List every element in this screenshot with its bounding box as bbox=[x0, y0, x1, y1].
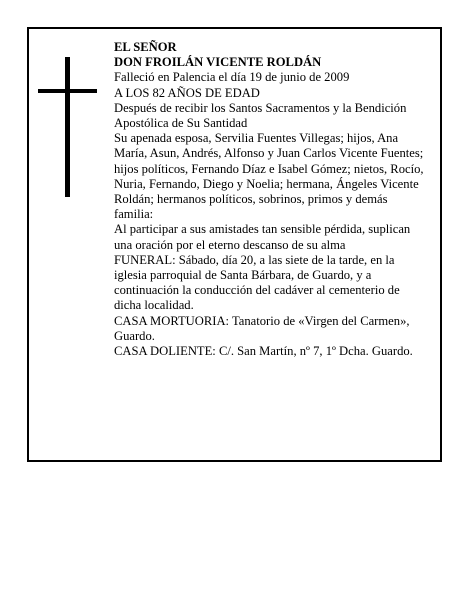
age-line: A LOS 82 AÑOS DE EDAD bbox=[114, 85, 260, 100]
cross-horizontal-bar bbox=[38, 89, 97, 93]
death-line: Falleció en Palencia el día 19 de junio de 2009 bbox=[114, 70, 350, 85]
obituary-text bbox=[114, 40, 424, 359]
family-paragraph: Su apenada esposa, Servilia Fuentes Villegas; hijos, Ana María, Asun, Andrés, Alfonso y Juan Carlos Vicente Fuentes; hijos políticos, Fernando Díaz e Isabel Gómez; nietos, Rocío, Nuria, Fernando, Diego y Noelia; hermana, Ángeles Vicente Roldán; hermanos políticos, sobrinos, primos y demás familia: bbox=[114, 131, 424, 222]
casa-doliente-paragraph: CASA DOLIENTE: C/. San Martín, nº 7, 1º Dcha. Guardo. bbox=[114, 344, 413, 359]
cross-vertical-bar bbox=[65, 57, 70, 197]
request-paragraph: Al participar a sus amistades tan sensible pérdida, suplican una oración por el eterno descanso de su alma bbox=[114, 222, 411, 252]
deceased-name: DON FROILÁN VICENTE ROLDÁN bbox=[114, 55, 322, 70]
funeral-paragraph: FUNERAL: Sábado, día 20, a las siete de la tarde, en la iglesia parroquial de Santa Bárbara, de Guardo, y a continuación la conducción del cadáver al cementerio de dicha localidad. bbox=[114, 252, 400, 313]
sacraments-paragraph: Después de recibir los Santos Sacramentos y la Bendición Apostólica de Su Santidad bbox=[114, 100, 407, 131]
title-line-1: EL SEÑOR bbox=[114, 40, 177, 54]
casa-mortuoria-paragraph: CASA MORTUORIA: Tanatorio de «Virgen del Carmen», Guardo. bbox=[114, 313, 410, 343]
